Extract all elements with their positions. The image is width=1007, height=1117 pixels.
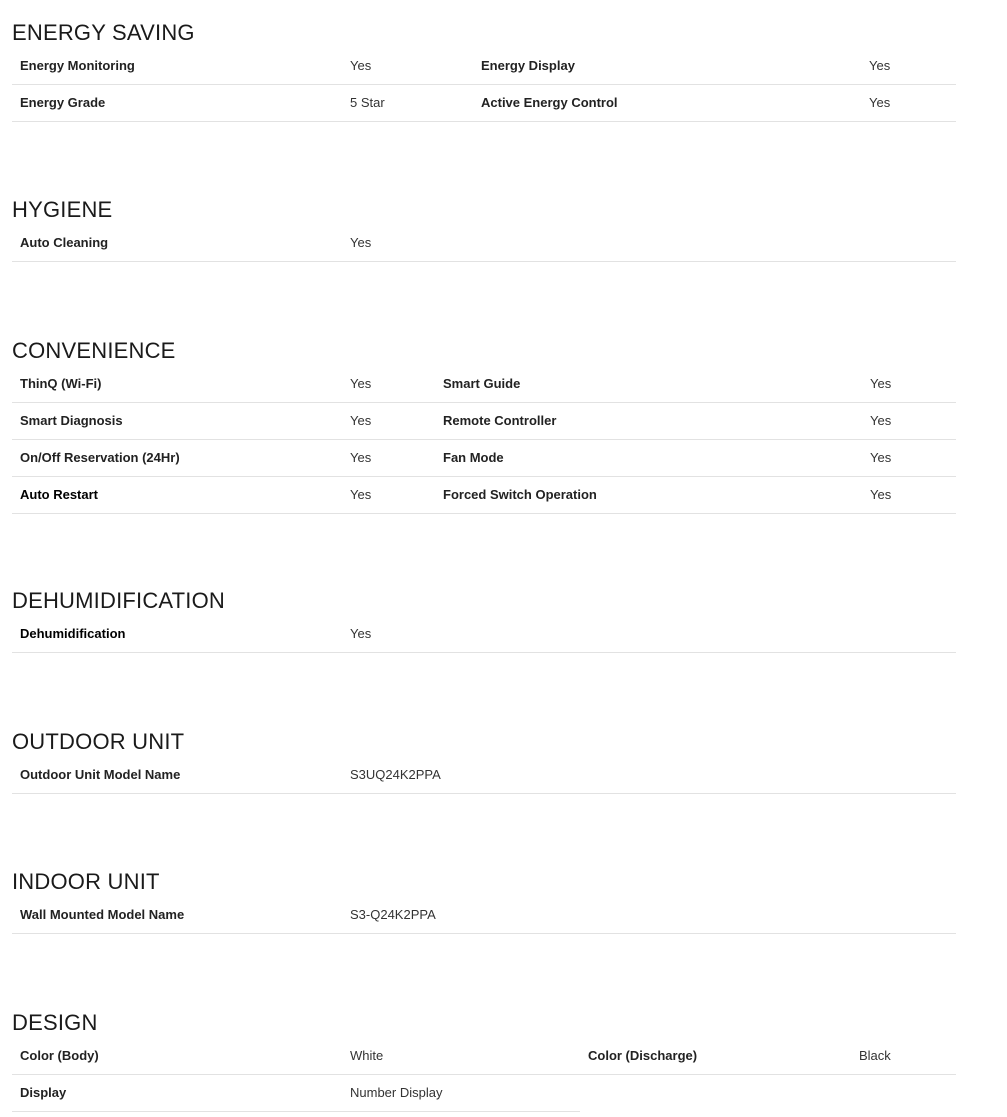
section-hygiene bbox=[12, 195, 956, 262]
spec-value: Yes bbox=[350, 487, 372, 502]
spec-label: Energy Monitoring bbox=[20, 58, 135, 73]
section-title: ENERGY SAVING bbox=[12, 20, 195, 45]
spec-row bbox=[12, 366, 956, 403]
section-title: OUTDOOR UNIT bbox=[12, 729, 185, 754]
spec-label: Fan Mode bbox=[443, 450, 504, 465]
section-title: CONVENIENCE bbox=[12, 338, 176, 363]
section-dehumidification bbox=[12, 586, 956, 653]
spec-label: Smart Guide bbox=[443, 376, 521, 391]
spec-value: Number Display bbox=[350, 1085, 443, 1100]
spec-value: Yes bbox=[870, 413, 892, 428]
spec-value: Yes bbox=[350, 376, 372, 391]
spec-value: Yes bbox=[870, 450, 892, 465]
spec-row bbox=[12, 225, 956, 262]
spec-value: Yes bbox=[870, 487, 892, 502]
spec-value: 5 Star bbox=[350, 95, 385, 110]
section-title: DEHUMIDIFICATION bbox=[12, 588, 226, 613]
spec-value: White bbox=[350, 1048, 384, 1063]
section-outdoor-unit bbox=[12, 727, 956, 794]
section-energy-saving bbox=[12, 18, 956, 122]
spec-label: ThinQ (Wi-Fi) bbox=[20, 376, 102, 391]
spec-row bbox=[12, 897, 956, 934]
spec-row bbox=[12, 757, 956, 794]
spec-label: Smart Diagnosis bbox=[20, 413, 123, 428]
spec-row bbox=[12, 477, 956, 514]
spec-label: On/Off Reservation (24Hr) bbox=[20, 450, 180, 465]
spec-label: Energy Grade bbox=[20, 95, 106, 110]
spec-value: Black bbox=[859, 1048, 891, 1063]
spec-label: Auto Restart bbox=[20, 487, 99, 502]
spec-label: Forced Switch Operation bbox=[443, 487, 597, 502]
spec-label: Active Energy Control bbox=[481, 95, 618, 110]
spec-label: Wall Mounted Model Name bbox=[20, 907, 185, 922]
spec-row bbox=[12, 48, 956, 85]
spec-value: Yes bbox=[350, 235, 372, 250]
spec-row bbox=[12, 403, 956, 440]
spec-row bbox=[12, 616, 956, 653]
section-indoor-unit bbox=[12, 867, 956, 934]
spec-label: Color (Body) bbox=[20, 1048, 99, 1063]
spec-value: Yes bbox=[350, 450, 372, 465]
spec-label: Display bbox=[20, 1085, 67, 1100]
spec-label: Auto Cleaning bbox=[20, 235, 109, 250]
spec-row bbox=[12, 1075, 580, 1112]
section-convenience bbox=[12, 336, 956, 514]
spec-label: Dehumidification bbox=[20, 626, 126, 641]
section-title: DESIGN bbox=[12, 1010, 98, 1035]
spec-label: Remote Controller bbox=[443, 413, 557, 428]
spec-value: Yes bbox=[350, 626, 372, 641]
spec-row bbox=[12, 1038, 956, 1075]
spec-row bbox=[12, 440, 956, 477]
spec-row bbox=[12, 85, 956, 122]
spec-value: S3-Q24K2PPA bbox=[350, 907, 436, 922]
section-title: HYGIENE bbox=[12, 197, 113, 222]
spec-label: Outdoor Unit Model Name bbox=[20, 767, 181, 782]
section-title: INDOOR UNIT bbox=[12, 869, 160, 894]
spec-value: Yes bbox=[869, 95, 891, 110]
spec-value: S3UQ24K2PPA bbox=[350, 767, 441, 782]
spec-value: Yes bbox=[350, 413, 372, 428]
spec-value: Yes bbox=[870, 376, 892, 391]
spec-value: Yes bbox=[350, 58, 372, 73]
section-design bbox=[12, 1008, 956, 1112]
spec-value: Yes bbox=[869, 58, 891, 73]
spec-label: Color (Discharge) bbox=[588, 1048, 698, 1063]
spec-label: Energy Display bbox=[481, 58, 575, 73]
